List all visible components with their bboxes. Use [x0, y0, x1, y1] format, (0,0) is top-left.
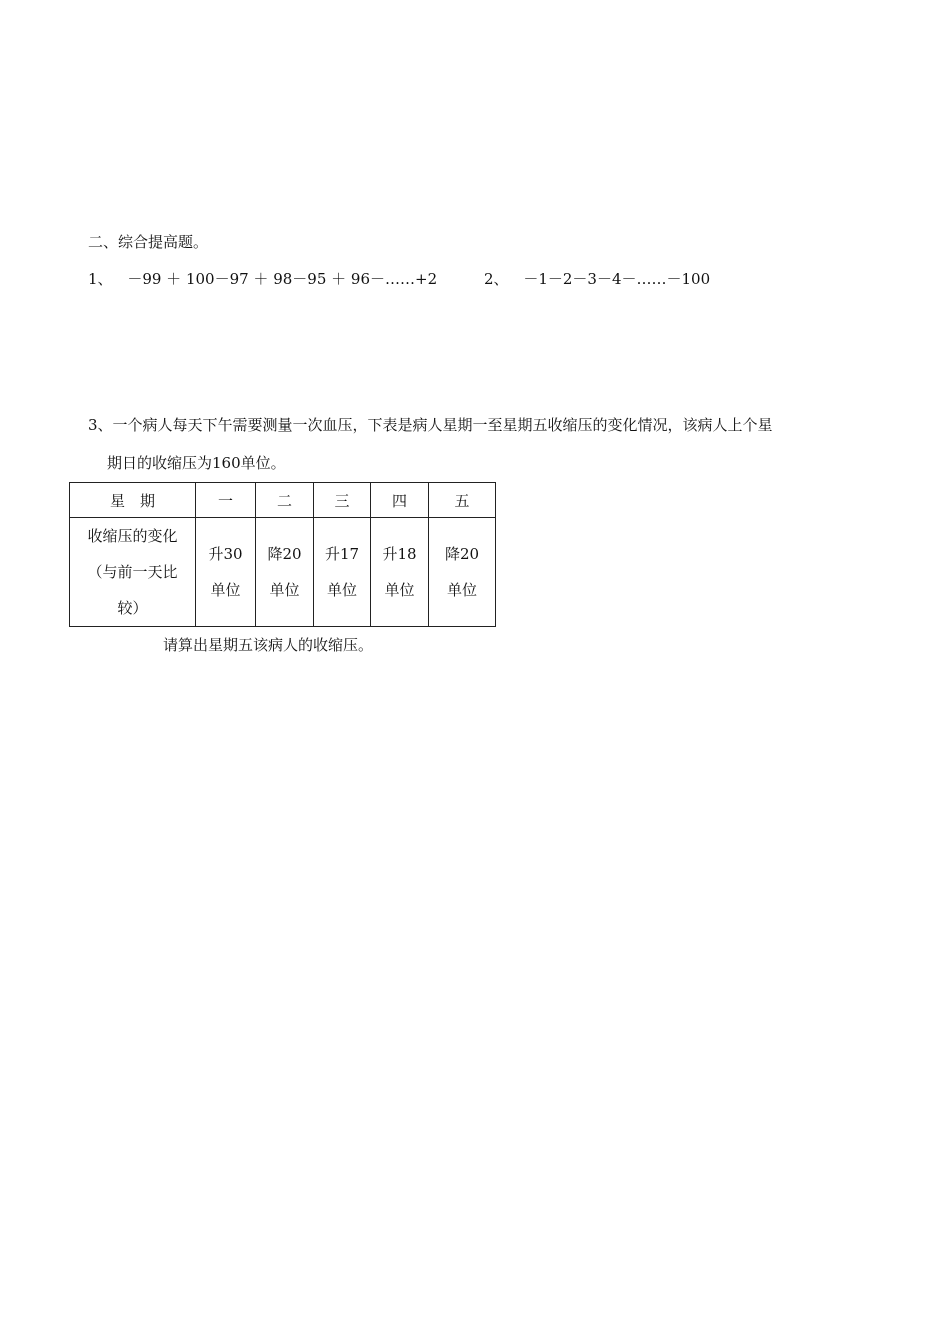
problem-1-number: 1、 [88, 270, 113, 288]
header-cell-monday: 一 [196, 483, 256, 518]
problem-3-line-2 [107, 452, 286, 473]
change-cell-monday [196, 518, 256, 627]
change-value: 升30 [208, 545, 243, 563]
change-cell-thursday [371, 518, 429, 627]
problem-3-text-line-2: 期日的收缩压为160单位。 [107, 454, 286, 472]
header-cell-thursday: 四 [371, 483, 429, 518]
change-cell-wednesday [314, 518, 371, 627]
section-title-text: 二、综合提高题。 [88, 233, 209, 251]
problem-1 [88, 268, 437, 289]
problem-2 [484, 268, 710, 289]
change-value: 降20 [444, 545, 480, 563]
row-label-line-1: 收缩压的变化 [87, 527, 178, 545]
header-cell-tuesday: 二 [256, 483, 314, 518]
question-text-content: 请算出星期五该病人的收缩压。 [163, 636, 374, 654]
blood-pressure-table [69, 482, 496, 627]
change-value: 升17 [324, 545, 360, 563]
change-cell-friday [429, 518, 496, 627]
row-label-line-3: 较） [117, 599, 148, 617]
change-value: 升18 [382, 545, 417, 563]
table-header-row [70, 483, 496, 518]
row-label-line-2: （与前一天比 [87, 563, 178, 581]
problem-1-expression: －99 ＋ 100－97 ＋ 98－95 ＋ 96－……+2 [127, 270, 438, 288]
change-unit: 单位 [326, 581, 357, 599]
problem-2-number: 2、 [484, 270, 509, 288]
header-cell-wednesday: 三 [314, 483, 371, 518]
change-unit: 单位 [269, 581, 300, 599]
change-cell-tuesday [256, 518, 314, 627]
change-unit: 单位 [210, 581, 241, 599]
problem-3-number: 3、 [88, 416, 113, 434]
problem-3-text-line-1: 一个病人每天下午需要测量一次血压，下表是病人星期一至星期五收缩压的变化情况，该病人上个星 [112, 416, 773, 434]
change-unit: 单位 [446, 581, 477, 599]
header-cell-weekday: 星 期 [70, 483, 196, 518]
problem-2-expression: －1－2－3－4－……－100 [523, 270, 711, 288]
table-row [70, 518, 496, 627]
change-value: 降20 [267, 545, 302, 563]
problem-3-line-1 [88, 414, 773, 435]
row-label-cell [70, 518, 196, 627]
section-title [88, 231, 208, 252]
question-text [163, 634, 373, 655]
change-unit: 单位 [384, 581, 415, 599]
header-cell-friday: 五 [429, 483, 496, 518]
